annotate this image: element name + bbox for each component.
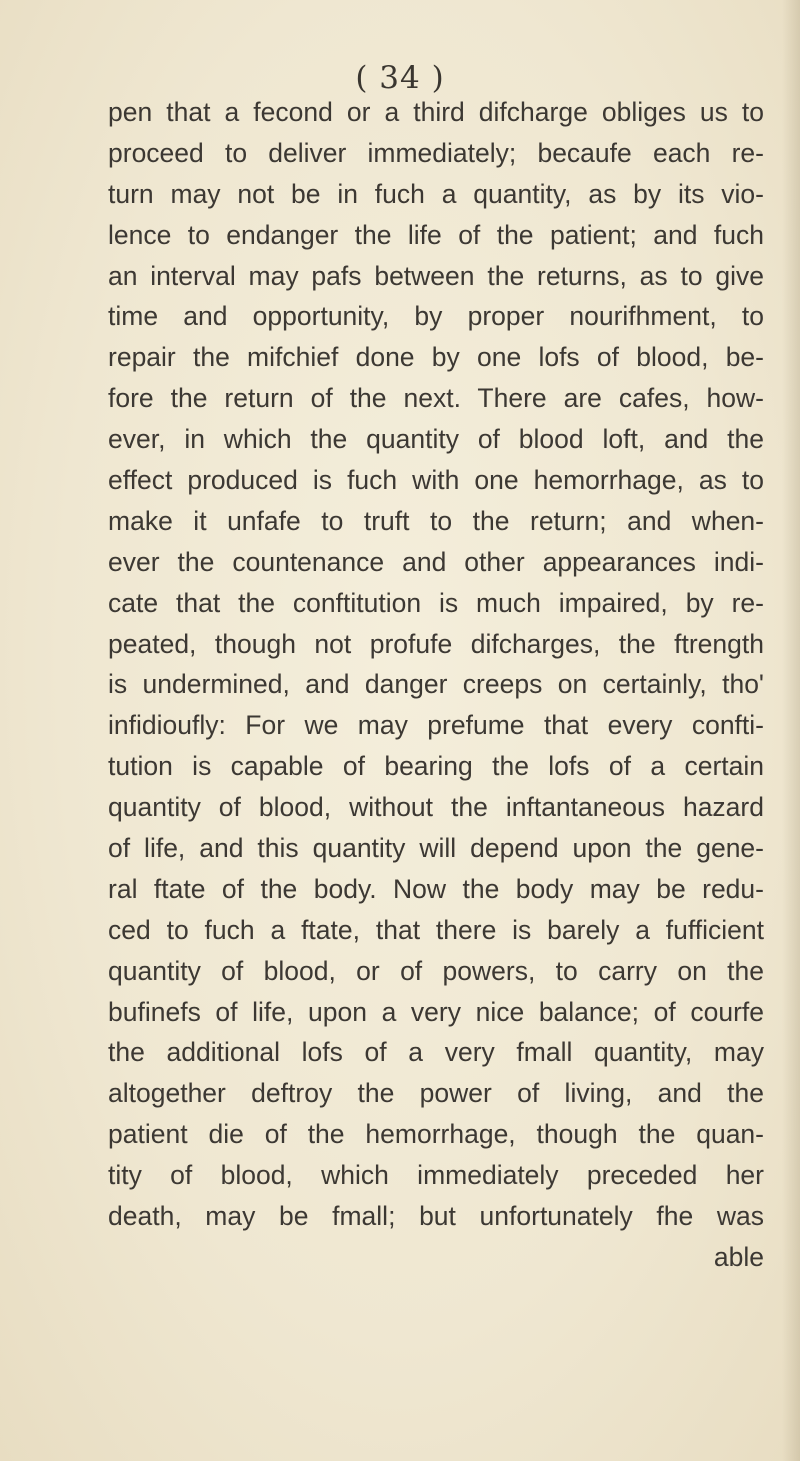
text-line: tity of blood, which immediately preceded her (108, 1160, 764, 1191)
text-line: proceed to deliver immediately; becaufe each re- (108, 137, 764, 168)
text-line: bufinefs of life, upon a very nice balance; of courfe (108, 996, 764, 1027)
text-line: tution is capable of bearing the lofs of a certain (108, 751, 764, 782)
text-line: cate that the conftitution is much impaired, by re- (108, 587, 764, 618)
text-line: ever the countenance and other appearances indi- (108, 546, 764, 577)
text-line: death, may be fmall; but unfortunately fhe was (108, 1201, 764, 1232)
text-line: quantity of blood, or of powers, to carry on the (108, 955, 764, 986)
text-line: time and opportunity, by proper nourifhment, to (108, 301, 764, 332)
text-line: lence to endanger the life of the patient; and fuch (108, 219, 764, 250)
text-line: of life, and this quantity will depend upon the gene- (108, 833, 764, 864)
text-line: repair the mifchief done by one lofs of blood, be- (108, 342, 764, 373)
body-text (108, 92, 764, 1278)
text-line: effect produced is fuch with one hemorrhage, as to (108, 465, 764, 496)
text-line: ever, in which the quantity of blood loft, and the (108, 424, 764, 455)
text-line: peated, though not profufe difcharges, the ftrength (108, 628, 764, 659)
page-edge-shadow (782, 0, 800, 1461)
text-line: turn may not be in fuch a quantity, as by its vio- (108, 178, 764, 209)
text-line: ral ftate of the body. Now the body may be redu- (108, 873, 764, 904)
text-line: fore the return of the next. There are cafes, how- (108, 383, 764, 414)
text-line: pen that a fecond or a third difcharge obliges us to (108, 97, 764, 127)
text-line: infidioufly: For we may prefume that every confti- (108, 710, 764, 741)
text-line: make it unfafe to truft to the return; and when- (108, 505, 764, 536)
text-line: the additional lofs of a very fmall quantity, may (108, 1037, 764, 1068)
page-number: ( 34 ) (355, 60, 445, 96)
catchword: able (713, 1241, 764, 1272)
text-line: ced to fuch a ftate, that there is barely a fufficient (108, 914, 764, 945)
text-line: quantity of blood, without the inftantaneous hazard (108, 792, 764, 823)
text-line: an interval may pafs between the returns, as to give (108, 260, 764, 291)
text-line: patient die of the hemorrhage, though the quan- (108, 1119, 764, 1150)
text-line: altogether deftroy the power of living, and the (108, 1078, 764, 1109)
text-line: is undermined, and danger creeps on certainly, tho' (108, 669, 764, 700)
